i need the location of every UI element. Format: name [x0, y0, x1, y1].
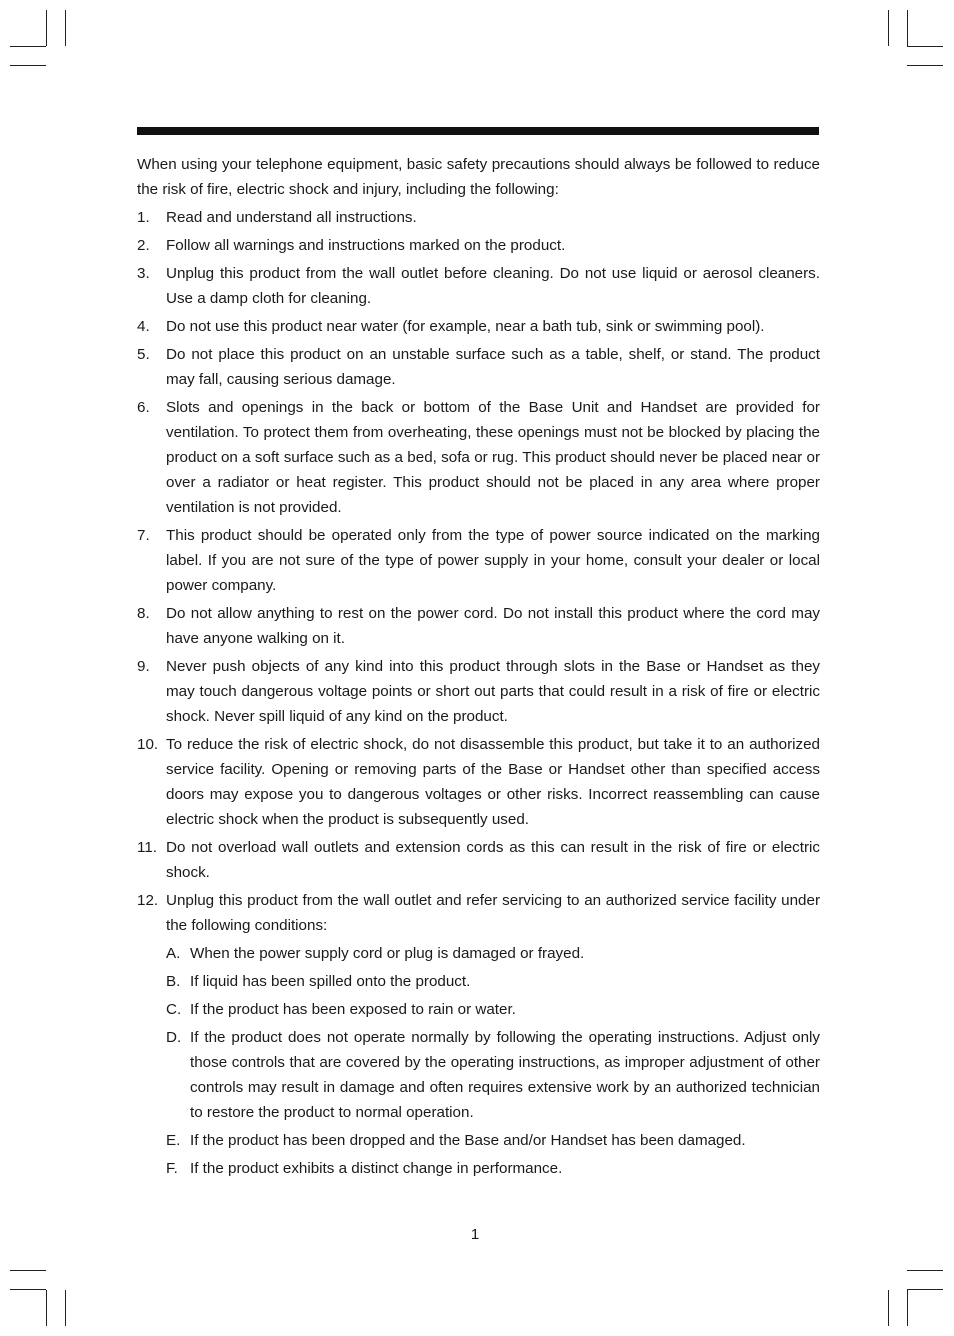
list-item	[137, 732, 820, 832]
crop-mark-bottom-left-v	[46, 1290, 47, 1326]
list-item-number: 9.	[137, 658, 150, 675]
list-item-number: 5.	[137, 346, 150, 363]
list-item	[137, 888, 820, 938]
list-item-number: 10.	[137, 736, 159, 753]
list-item-text: This product should be operated only from the type of power source indicated on the marking label. If you are not sure of the type of power supply in your home, consult your dealer or local power company.	[166, 527, 820, 594]
crop-mark-bottom-left-h	[10, 1289, 46, 1290]
list-item	[137, 523, 820, 598]
crop-mark-top-right-h2	[907, 65, 943, 66]
sub-list-item-letter: E.	[166, 1132, 181, 1149]
sub-list-item-text: If the product has been dropped and the Base and/or Handset has been damaged.	[190, 1132, 746, 1149]
header-rule	[137, 127, 819, 135]
condition-list	[137, 941, 820, 1181]
intro-paragraph: When using your telephone equipment, basic safety precautions should always be followed to reduce the risk of fire, electric shock and injury, including the following:	[137, 156, 820, 198]
sub-list-item-letter: A.	[166, 945, 181, 962]
sub-list-item-text: If the product exhibits a distinct change in performance.	[190, 1160, 563, 1177]
list-item-text: Unplug this product from the wall outlet and refer servicing to an authorized service facility under the following conditions:	[166, 892, 820, 934]
list-item-text: Follow all warnings and instructions marked on the product.	[166, 237, 566, 254]
crop-mark-bottom-left-h2	[10, 1270, 46, 1271]
list-item	[137, 261, 820, 311]
crop-mark-bottom-right-v2	[888, 1290, 889, 1326]
list-item	[137, 314, 820, 339]
sub-list-item	[166, 1156, 820, 1181]
crop-mark-top-left-h	[10, 46, 46, 47]
page-number: 1	[470, 1226, 480, 1243]
list-item	[137, 342, 820, 392]
list-item-text: Read and understand all instructions.	[166, 209, 417, 226]
sub-list-item	[166, 969, 820, 994]
list-item-text: To reduce the risk of electric shock, do not disassemble this product, but take it to an authorized service facility. Opening or removing parts of the Base or Handset other than specified access doors may expose you to dangerous voltages or other risks. Incorrect reassembling can cause electric shock when the product is subsequently used.	[166, 736, 820, 828]
sub-list-item	[166, 1128, 820, 1153]
sub-list-item-letter: D.	[166, 1029, 182, 1046]
list-item-number: 6.	[137, 399, 150, 416]
crop-mark-bottom-left-v2	[65, 1290, 66, 1326]
crop-mark-top-left-v2	[65, 10, 66, 46]
crop-mark-top-right-v	[907, 10, 908, 46]
crop-mark-bottom-right-h	[907, 1289, 943, 1290]
sub-list-item-letter: C.	[166, 1001, 182, 1018]
list-item-number: 2.	[137, 237, 150, 254]
list-item-number: 3.	[137, 265, 150, 282]
crop-mark-top-right-h	[907, 46, 943, 47]
sub-list-item	[166, 997, 820, 1022]
list-item	[137, 205, 820, 230]
crop-mark-top-right-v2	[888, 10, 889, 46]
list-item-number: 8.	[137, 605, 150, 622]
sub-list-item	[166, 1025, 820, 1125]
list-item	[137, 654, 820, 729]
list-item	[137, 835, 820, 885]
list-item-number: 11.	[137, 839, 157, 856]
list-item-text: Do not overload wall outlets and extension cords as this can result in the risk of fire or electric shock.	[166, 839, 820, 881]
crop-mark-top-left-v	[46, 10, 47, 46]
list-item-number: 1.	[137, 209, 150, 226]
instruction-list	[137, 205, 820, 938]
list-item	[137, 395, 820, 520]
sub-list-item-text: If the product has been exposed to rain or water.	[190, 1001, 516, 1018]
sub-list-item	[166, 941, 820, 966]
list-item	[137, 601, 820, 651]
list-item-text: Unplug this product from the wall outlet before cleaning. Do not use liquid or aerosol cleaners. Use a damp cloth for cleaning.	[166, 265, 820, 307]
list-item-text: Never push objects of any kind into this product through slots in the Base or Handset as they may touch dangerous voltage points or short out parts that could result in a risk of fire or electric shock. Never spill liquid of any kind on the product.	[166, 658, 820, 725]
safety-instructions	[137, 152, 820, 1181]
list-item-text: Do not use this product near water (for example, near a bath tub, sink or swimming pool).	[166, 318, 765, 335]
crop-mark-bottom-right-h2	[907, 1270, 943, 1271]
list-item-text: Do not allow anything to rest on the power cord. Do not install this product where the cord may have anyone walking on it.	[166, 605, 820, 647]
sub-list-item-letter: F.	[166, 1160, 178, 1177]
list-item-text: Do not place this product on an unstable surface such as a table, shelf, or stand. The product may fall, causing serious damage.	[166, 346, 820, 388]
sub-list-item-text: If liquid has been spilled onto the product.	[190, 973, 471, 990]
list-item-number: 12.	[137, 892, 159, 909]
sub-list-item-text: If the product does not operate normally by following the operating instructions. Adjust only those controls that are covered by the operating instructions, as improper adjustment of other controls may result in damage and often requires extensive work by an authorized technician to restore the product to normal operation.	[190, 1029, 820, 1121]
list-item-text: Slots and openings in the back or bottom of the Base Unit and Handset are provided for ventilation. To protect them from overheating, these openings must not be blocked by placing the product on a soft surface such as a bed, sofa or rug. This product should never be placed near or over a radiator or heat register. This product should not be placed in any area where proper ventilation is not provided.	[166, 399, 820, 516]
crop-mark-bottom-right-v	[907, 1290, 908, 1326]
list-item	[137, 233, 820, 258]
list-item-number: 4.	[137, 318, 150, 335]
crop-mark-top-left-h2	[10, 65, 46, 66]
sub-list-item-text: When the power supply cord or plug is damaged or frayed.	[190, 945, 585, 962]
sub-list-item-letter: B.	[166, 973, 181, 990]
list-item-number: 7.	[137, 527, 150, 544]
